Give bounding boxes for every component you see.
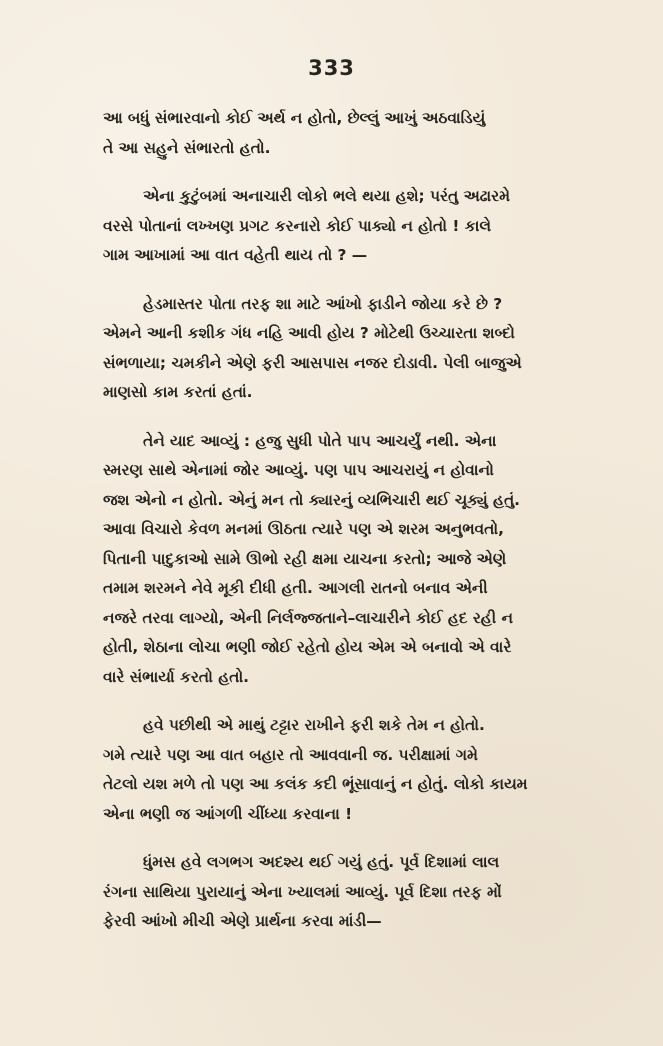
text-line: એના કુટુંબમાં અનાચારી લોકો ભલે થયા હશે; પરંતુ અઢારમે	[143, 187, 510, 205]
paragraph-4	[103, 427, 603, 693]
text-line: તમામ શરમને નેવે મૂકી દીધી હતી. આગલી રાતનો બનાવ એની	[103, 579, 488, 597]
text-line: જશ એનો ન હોતો. એનું મન તો ક્યારનું વ્યભિચારી થઈ ચૂક્યું હતું.	[103, 490, 520, 509]
paragraph-2	[103, 182, 603, 271]
paragraph-3	[103, 290, 603, 408]
text-line: સ્મરણ સાથે એનામાં જોર આવ્યું. પણ પાપ આચરાયું ન હોવાનો	[103, 461, 494, 479]
text-line: વરસે પોતાનાં લખ્ખણ પ્રગટ કરનારો કોઈ પાક્યો ન હોતો ! કાલે	[103, 216, 491, 235]
text-line: માણસો કામ કરતાં હતાં.	[103, 383, 253, 401]
text-line: હવે પછીથી એ માથું ટટ્ટાર રાખીને ફરી શકે તેમ ન હોતો.	[143, 716, 485, 734]
text-line: પિતાની પાદુકાઓ સામે ઊભો રહી ક્ષમા યાચના કરતો; આજે એણે	[103, 549, 507, 568]
text-line: હોતી, શેઠાના લોચા ભણી જોઈ રહેતો હોય એમ એ બનાવો એ વારે	[103, 638, 512, 656]
page-number: 333	[308, 56, 355, 80]
text-line: એમને આની કશીક ગંધ નહિ આવી હોય ? મોટેથી ઉચ્ચારતા શબ્દો	[103, 324, 515, 342]
text-line: હેડમાસ્તર પોતા તરફ શા માટે આંખો ફાડીને જોયા કરે છે ?	[143, 294, 503, 313]
text-line: ગામ આખામાં આ વાત વહેતી થાય તો ? —	[103, 246, 368, 264]
text-line: ધુંમસ હવે લગભગ અદશ્ય થઈ ગયું હતું. પૂર્વ દિશામાં લાલ	[143, 853, 500, 871]
text-line: એના ભણી જ આંગળી ચીંધ્યા કરવાના !	[103, 804, 353, 823]
paragraph-5	[103, 711, 603, 829]
text-line: ફેરવી આંખો મીચી એણે પ્રાર્થના કરવા માંડી—	[103, 912, 382, 930]
text-line: સંભળાયા; ચમકીને એણે ફરી આસપાસ નજર દોડાવી. પેલી બાજુએ	[103, 353, 522, 372]
paragraph-1	[103, 104, 603, 163]
text-line: તે આ સહુને સંભારતો હતો.	[103, 138, 271, 157]
text-line: રંગના સાથિયા પુરાયાનું એના ખ્યાલમાં આવ્યું. પૂર્વ દિશા તરફ મોં	[103, 882, 502, 901]
text-line: વારે સંભાર્યા કરતો હતો.	[103, 667, 250, 686]
text-body	[103, 104, 603, 956]
text-line: આ બધું સંભારવાનો કોઈ અર્થ ન હોતો, છેલ્લું આખું અઠવાડિયું	[103, 109, 486, 127]
paragraph-6	[103, 848, 603, 937]
text-line: નજરે તરવા લાગ્યો, એની નિર્લજ્જતાને–લાચારીને કોઈ હદ રહી ન	[103, 608, 513, 627]
text-line: ગમે ત્યારે પણ આ વાત બહાર તો આવવાની જ. પરીક્ષામાં ગમે	[103, 745, 478, 764]
text-line: આવા વિચારો કેવળ મનમાં ઊઠતા ત્યારે પણ એ શરમ અનુભવતો,	[103, 520, 504, 538]
text-line: તેટલો યશ મળે તો પણ આ કલંક કદી ભૂંસાવાનું ન હોતું. લોકો કાયમ	[103, 775, 528, 793]
text-line: તેને યાદ આવ્યું : હજુ સુધી પોતે પાપ આચર્યું નથી. એના	[143, 431, 497, 450]
